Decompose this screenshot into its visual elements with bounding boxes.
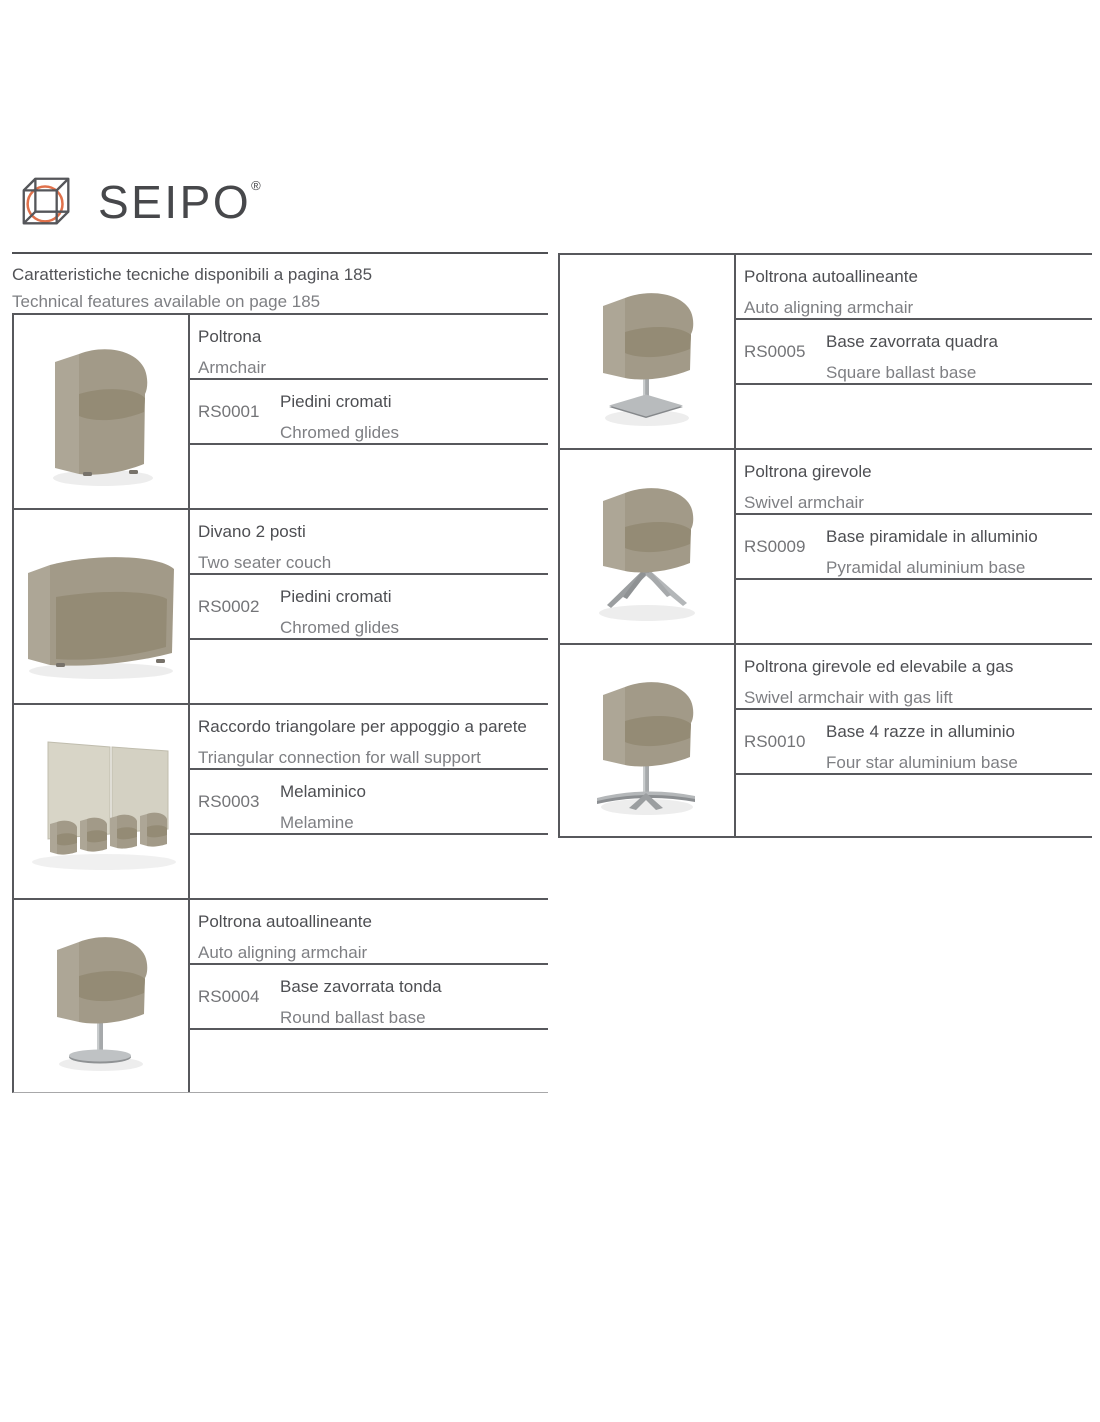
product-code: RS0009 [744,536,806,556]
product-block-rs0004 [12,898,548,1093]
variant-name-english: Chromed glides [280,423,400,442]
product-name-italian: Poltrona girevole ed elevabile a gas [744,657,1014,676]
product-name-italian: Raccordo triangolare per appoggio a parete [198,717,527,736]
armchair-pyramid-base-image [577,467,717,627]
product-image-rs0001 [14,315,190,508]
product-block-rs0001 [12,313,548,508]
variant-name-english: Round ballast base [280,1008,426,1027]
product-image-rs0009 [560,450,736,643]
product-name-english: Two seater couch [198,553,332,572]
product-code: RS0010 [744,731,806,751]
variant-name-english: Chromed glides [280,618,400,637]
product-code: RS0001 [198,401,260,421]
variant-name-english: Pyramidal aluminium base [826,558,1026,577]
brand-name: SEIPO® [98,176,261,228]
header-line-english: Technical features available on page 185 [12,292,321,311]
product-name-italian: Divano 2 posti [198,522,306,541]
product-block-rs0005 [558,253,1092,448]
right-column [558,253,1092,838]
brand-logo [16,172,261,232]
product-name-italian: Poltrona girevole [744,462,872,481]
product-code: RS0004 [198,986,260,1006]
product-code: RS0005 [744,341,806,361]
registered-mark: ® [251,178,261,193]
product-name-english: Auto aligning armchair [198,943,368,962]
product-name-english: Auto aligning armchair [744,298,914,317]
product-block-rs0010 [558,643,1092,838]
product-name-english: Armchair [198,358,267,377]
product-block-rs0003 [12,703,548,898]
wall-panels-with-chairs-image [16,722,186,882]
header-line-italian: Caratteristiche tecniche disponibili a pagina 185 [12,265,373,284]
product-image-rs0010 [560,645,736,836]
left-column [12,252,548,1093]
product-name-english: Triangular connection for wall support [198,748,481,767]
product-name-italian: Poltrona autoallineante [198,912,372,931]
product-image-rs0005 [560,255,736,448]
variant-name-italian: Melaminico [280,782,366,801]
product-image-rs0003 [14,705,190,898]
variant-name-italian: Base piramidale in alluminio [826,527,1038,546]
product-image-rs0002 [14,510,190,703]
armchair-four-star-base-image [577,661,717,821]
armchair-round-base-image [31,916,171,1076]
product-name-italian: Poltrona autoallineante [744,267,918,286]
variant-name-italian: Base 4 razze in alluminio [826,722,1015,741]
catalog-header [12,252,548,313]
product-image-rs0004 [14,900,190,1092]
product-name-english: Swivel armchair [744,493,864,512]
cube-logo-icon [16,172,78,232]
armchair-square-base-image [577,272,717,432]
variant-name-english: Square ballast base [826,363,977,382]
variant-name-italian: Piedini cromati [280,587,392,606]
product-name-italian: Poltrona [198,327,262,346]
variant-name-italian: Base zavorrata quadra [826,332,998,351]
variant-name-italian: Base zavorrata tonda [280,977,442,996]
product-block-rs0002 [12,508,548,703]
variant-name-english: Melamine [280,813,354,832]
product-code: RS0002 [198,596,260,616]
two-seater-couch-image [16,527,186,687]
product-name-english: Swivel armchair with gas lift [744,688,953,707]
variant-name-english: Four star aluminium base [826,753,1018,772]
variant-name-italian: Piedini cromati [280,392,392,411]
product-block-rs0009 [558,448,1092,643]
product-code: RS0003 [198,791,260,811]
tub-armchair-image [31,332,171,492]
